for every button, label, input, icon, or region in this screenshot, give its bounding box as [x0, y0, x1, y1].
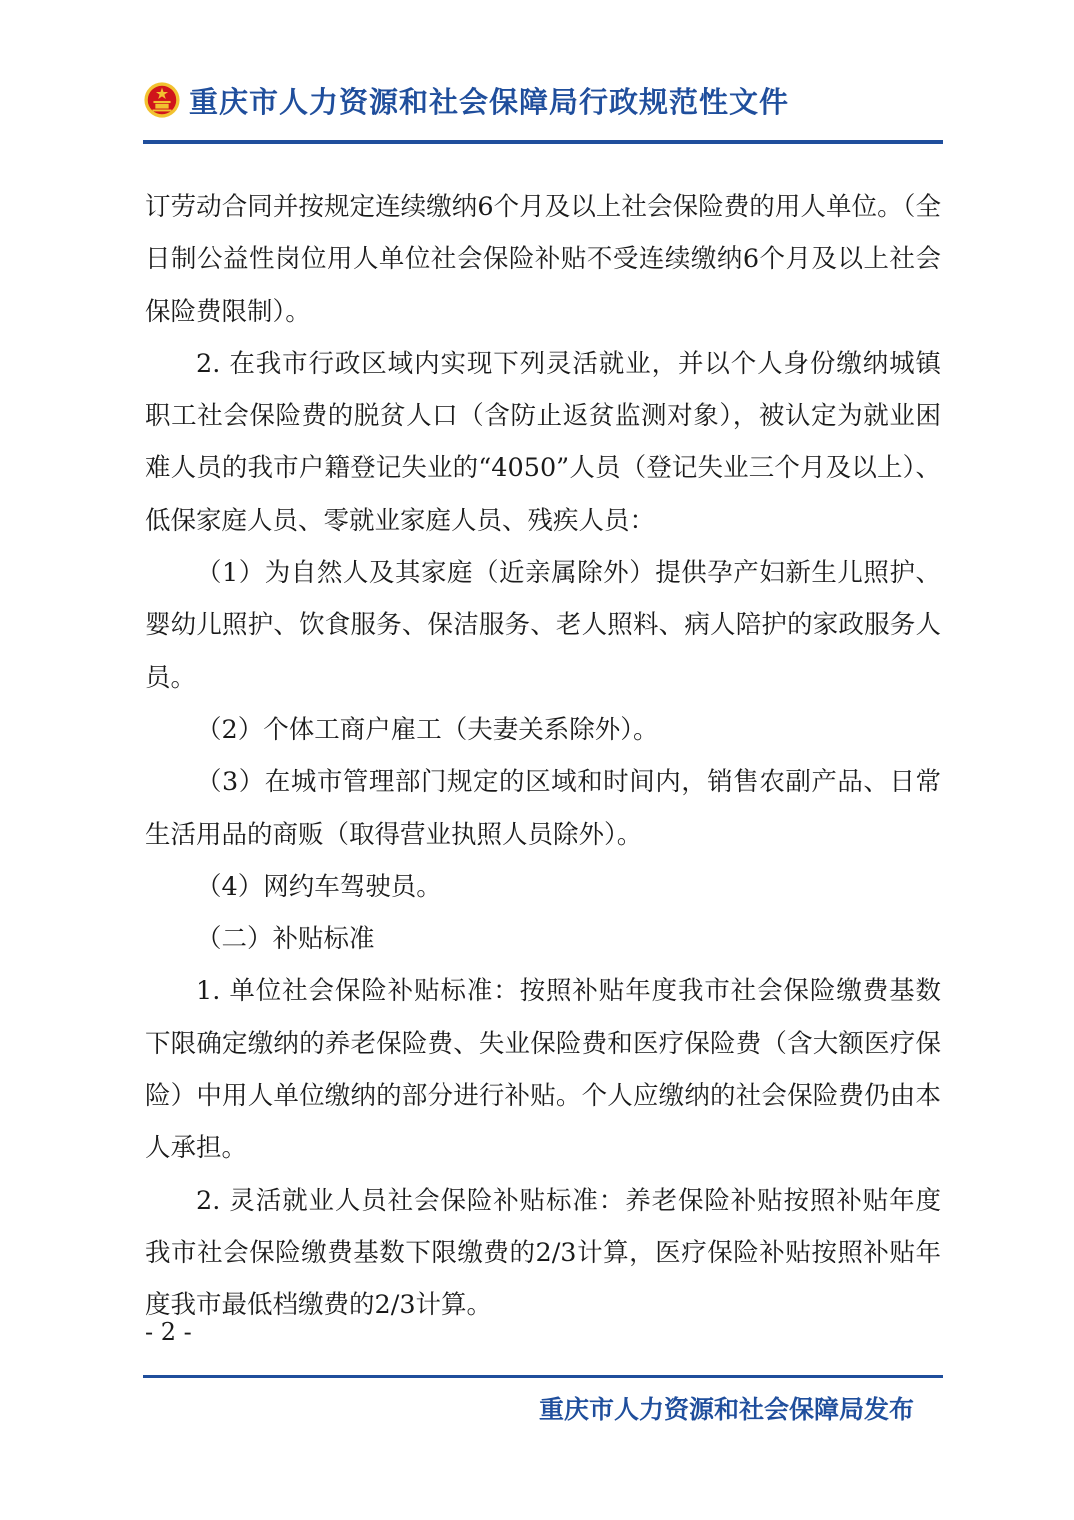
header-divider: [143, 140, 943, 144]
document-body: [145, 181, 941, 1332]
body-paragraph: （1）为自然人及其家庭（近亲属除外）提供孕产妇新生儿照护、婴幼儿照护、饮食服务、保洁服务、老人照料、病人陪护的家政服务人员。: [145, 558, 941, 693]
body-paragraph: 2. 灵活就业人员社会保险补贴标准：养老保险补贴按照补贴年度我市社会保险缴费基数下限缴费的2/3计算，医疗保险补贴按照补贴年度我市最低档缴费的2/3计算。: [145, 1185, 941, 1321]
header-title: 重庆市人力资源和社会保障局行政规范性文件: [189, 84, 790, 119]
body-paragraph: （二）补贴标准: [196, 924, 375, 955]
body-paragraph: （3）在城市管理部门规定的区域和时间内，销售农副产品、日常生活用品的商贩（取得营业执照人员除外）。: [145, 767, 941, 850]
national-emblem-icon: [143, 81, 181, 119]
body-paragraph: 订劳动合同并按规定连续缴纳6个月及以上社会保险费的用人单位。（全日制公益性岗位用人单位社会保险补贴不受连续缴纳6个月及以上社会保险费限制）。: [145, 192, 941, 327]
footer-publisher: 重庆市人力资源和社会保障局发布: [538, 1395, 914, 1424]
document-header: [143, 78, 943, 122]
body-paragraph: 2. 在我市行政区域内实现下列灵活就业，并以个人身份缴纳城镇职工社会保险费的脱贫人口（含防止返贫监测对象），被认定为就业困难人员的我市户籍登记失业的“4050”人员（登记失业三个月及以上）、低保家庭人员、零就业家庭人员、残疾人员：: [145, 348, 941, 536]
body-paragraph: （4）网约车驾驶员。: [196, 871, 442, 902]
page-number: - 2 -: [145, 1318, 192, 1346]
body-paragraph: （2）个体工商户雇工（夫妻关系除外）。: [196, 714, 659, 745]
body-paragraph: 1. 单位社会保险补贴标准：按照补贴年度我市社会保险缴费基数下限确定缴纳的养老保险费、失业保险费和医疗保险费（含大额医疗保险）中用人单位缴纳的部分进行补贴。个人应缴纳的社会保险费仍由本人承担。: [145, 976, 941, 1164]
footer-divider: [143, 1375, 943, 1378]
